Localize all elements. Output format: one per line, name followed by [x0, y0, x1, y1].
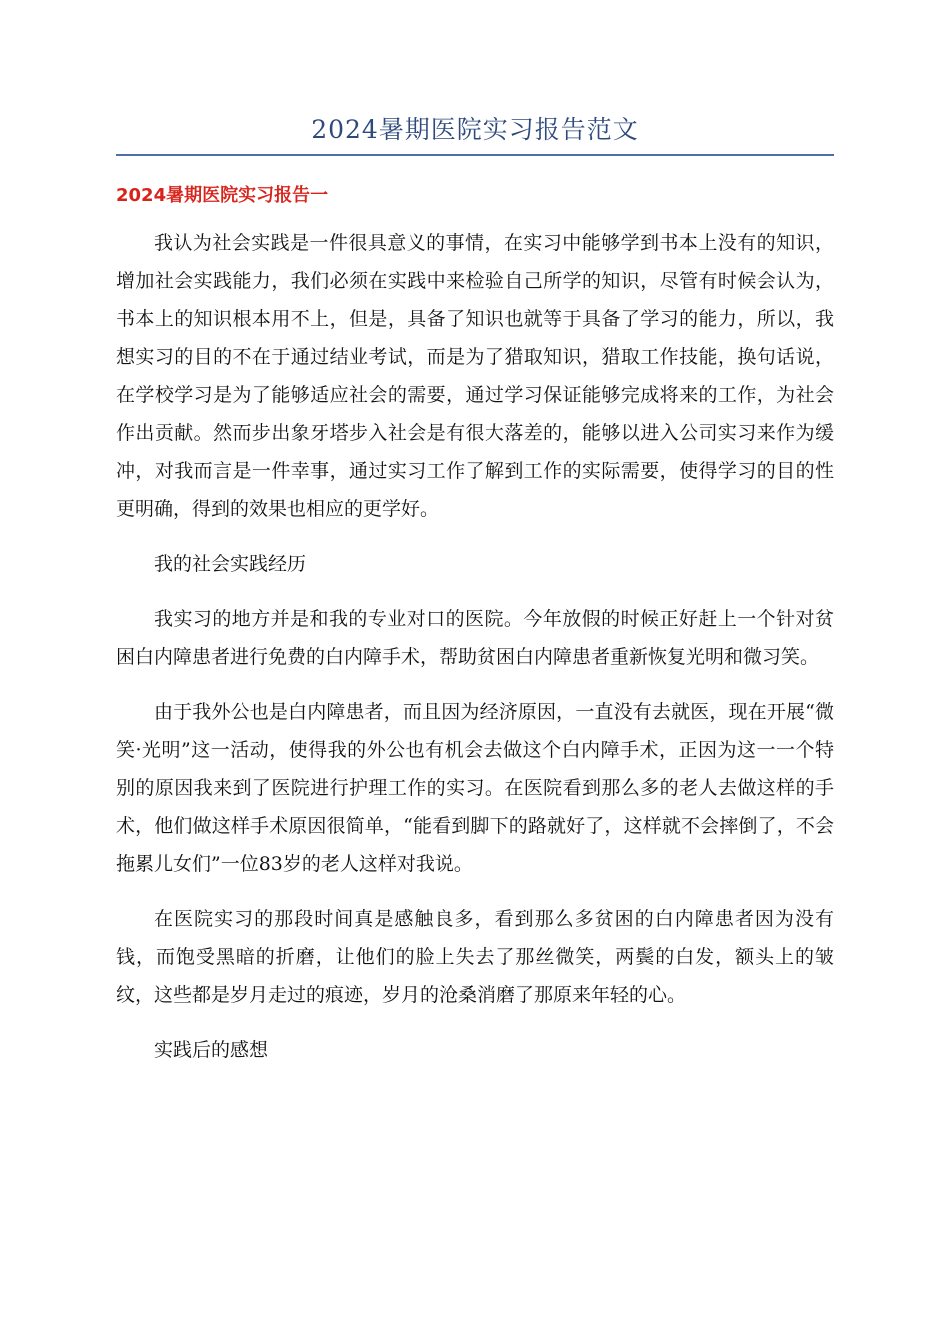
paragraph: 在医院实习的那段时间真是感触良多，看到那么多贫困的白内障患者因为没有钱，而饱受黑暗的折磨，让他们的脸上失去了那丝微笑，两鬓的白发，额头上的皱纹，这些都是岁月走过的痕迹，岁月的沧桑消磨了那原来年轻的心。 — [116, 908, 834, 1006]
subheading-paragraph: 我的社会实践经历 — [154, 553, 307, 575]
paragraph: 我认为社会实践是一件很具意义的事情，在实习中能够学到书本上没有的知识，增加社会实践能力，我们必须在实践中来检验自己所学的知识，尽管有时候会认为，书本上的知识根本用不上，但是，具备了知识也就等于具备了学习的能力，所以，我想实习的目的不在于通过结业考试，而是为了猎取知识，猎取工作技能，换句话说，在学校学习是为了能够适应社会的需要，通过学习保证能够完成将来的工作，为社会作出贡献。然而步出象牙塔步入社会是有很大落差的，能够以进入公司实习来作为缓冲，对我而言是一件幸事，通过实习工作了解到工作的实际需要，使得学习的目的性更明确，得到的效果也相应的更学好。 — [116, 232, 834, 520]
document-body — [116, 224, 834, 1086]
subheading-paragraph: 实践后的感想 — [154, 1039, 269, 1061]
document-title: 2024暑期医院实习报告范文 — [311, 115, 639, 144]
paragraph: 由于我外公也是白内障患者，而且因为经济原因，一直没有去就医，现在开展“微笑·光明”这一活动，使得我的外公也有机会去做这个白内障手术，正因为这一一个特别的原因我来到了医院进行护理工作的实习。在医院看到那么多的老人去做这样的手术，他们做这样手术原因很简单，“能看到脚下的路就好了，这样就不会摔倒了，不会拖累儿女们”一位83岁的老人这样对我说。 — [116, 701, 834, 875]
title-underline — [116, 154, 834, 156]
section-heading: 2024暑期医院实习报告一 — [116, 185, 329, 206]
paragraph: 我实习的地方并是和我的专业对口的医院。今年放假的时候正好赶上一个针对贫困白内障患者进行免费的白内障手术，帮助贫困白内障患者重新恢复光明和微习笑。 — [116, 608, 834, 668]
